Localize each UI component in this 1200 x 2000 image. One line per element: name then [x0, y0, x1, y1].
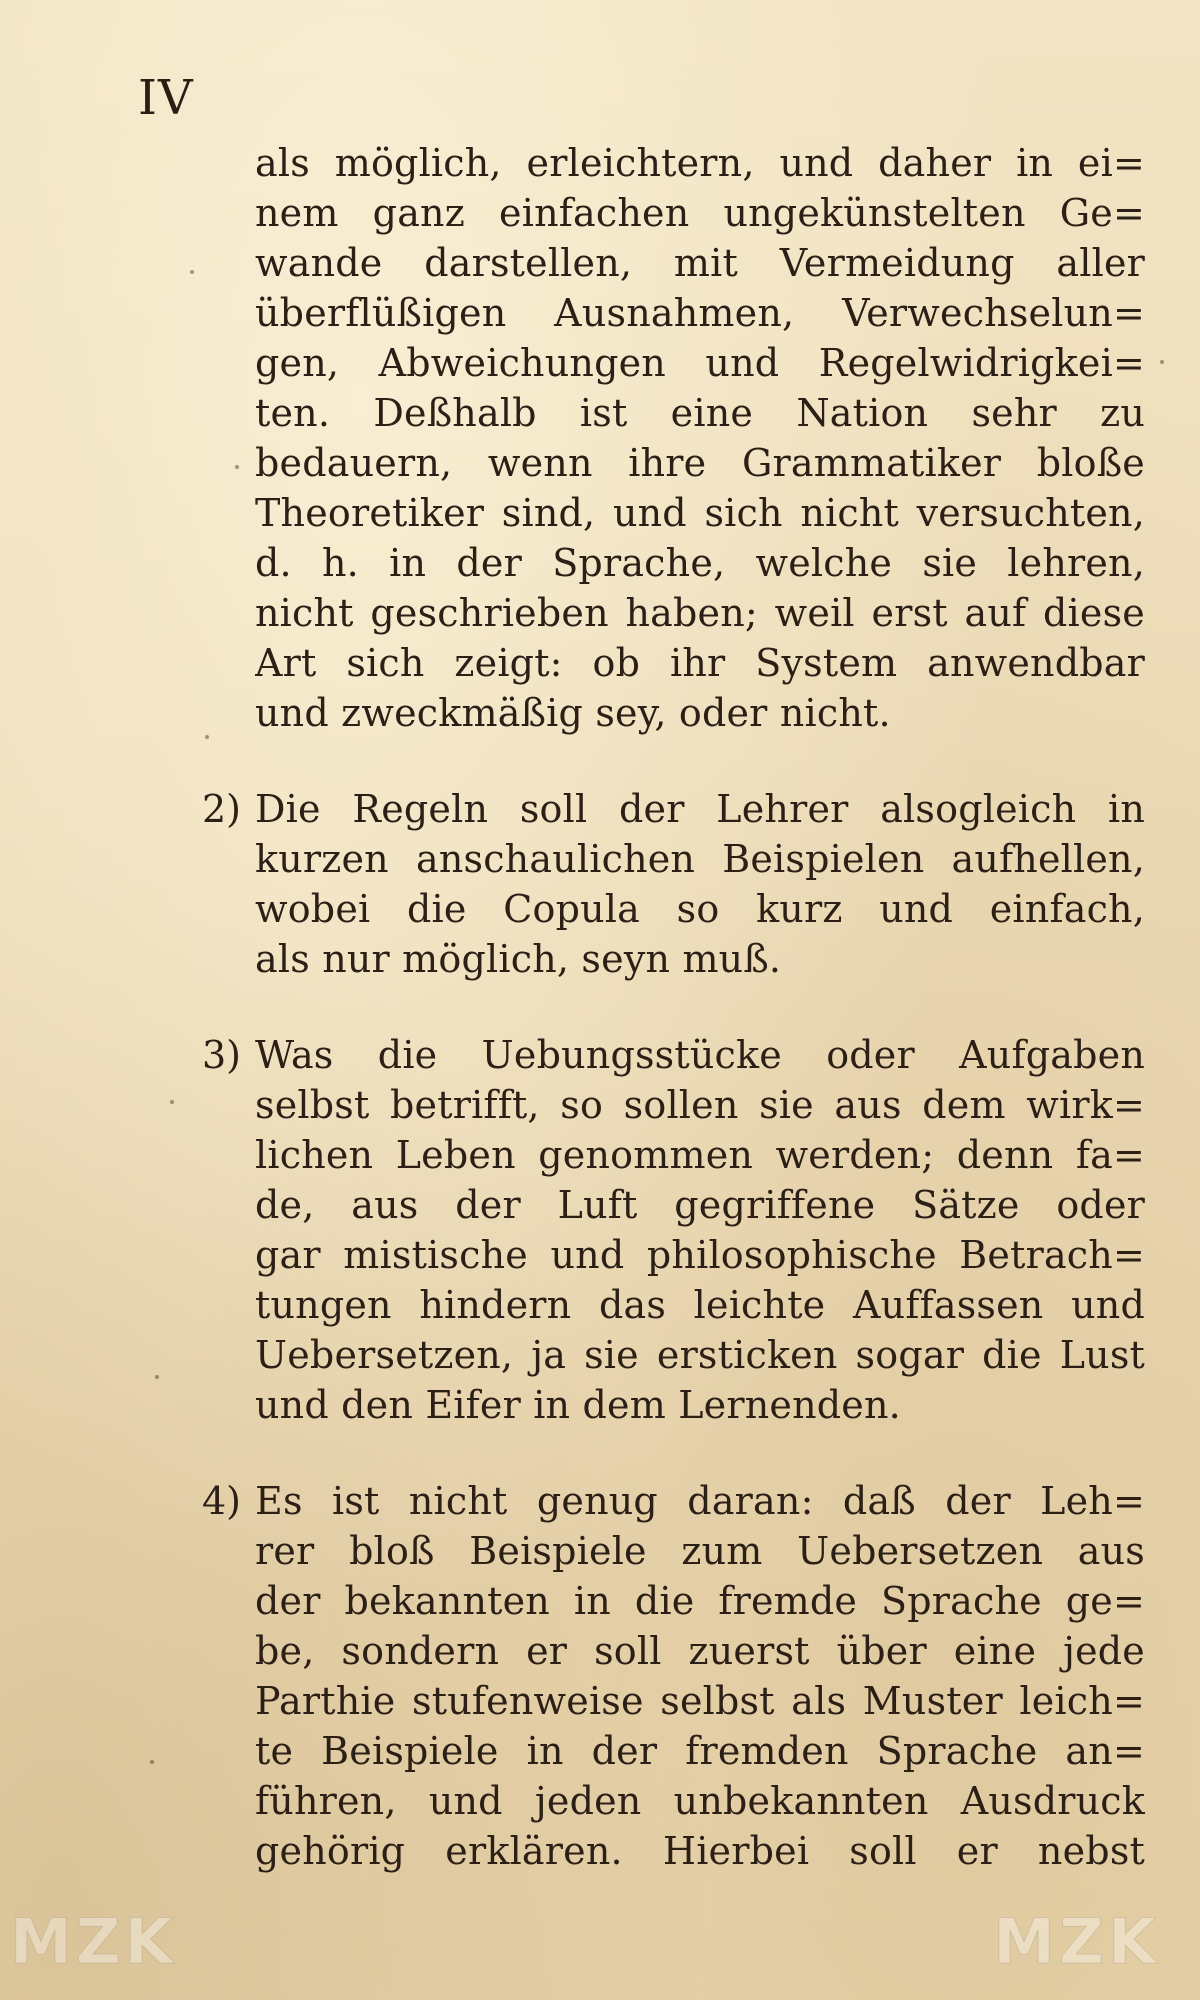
item-number: 4) — [202, 1479, 242, 1523]
item-number: 2) — [202, 787, 242, 831]
paragraph-gap — [255, 738, 1145, 784]
paper-speck — [190, 270, 194, 274]
text-line: Es ist nicht genug daran: daß der Leh= — [255, 1479, 1145, 1523]
paper-speck — [1160, 360, 1164, 364]
text-line: Theoretiker sind, und sich nicht versuchten, — [255, 491, 1145, 535]
text-line: selbst betrifft, so sollen sie aus dem wirk= — [255, 1083, 1145, 1127]
paper-speck — [150, 1760, 154, 1764]
library-watermark: MZK — [10, 1905, 177, 1978]
library-watermark: MZK — [993, 1905, 1160, 1978]
text-line: überflüßigen Ausnahmen, Verwechselun= — [255, 291, 1145, 335]
text-line: und zweckmäßig sey, oder nicht. — [255, 691, 891, 735]
paper-speck — [155, 1375, 159, 1379]
numbered-paragraph-4 — [202, 1476, 1145, 1876]
text-line: führen, und jeden unbekannten Ausdruck — [255, 1779, 1145, 1823]
text-line: Art sich zeigt: ob ihr System anwendbar — [255, 641, 1145, 685]
text-line: Parthie stufenweise selbst als Muster leich= — [255, 1679, 1145, 1723]
paragraph-gap — [255, 1430, 1145, 1476]
text-line: de, aus der Luft gegriffene Sätze oder — [255, 1183, 1145, 1227]
text-line: be, sondern er soll zuerst über eine jede — [255, 1629, 1145, 1673]
numbered-paragraph-2 — [202, 784, 1145, 984]
numbered-paragraph-3 — [202, 1030, 1145, 1430]
text-line: nicht geschrieben haben; weil erst auf diese — [255, 591, 1145, 635]
text-line: lichen Leben genommen werden; denn fa= — [255, 1133, 1145, 1177]
text-line: Uebersetzen, ja sie ersticken sogar die Lust — [255, 1333, 1145, 1377]
text-line: der bekannten in die fremde Sprache ge= — [255, 1579, 1145, 1623]
text-line: gar mistische und philosophische Betrach= — [255, 1233, 1145, 1277]
text-line: d. h. in der Sprache, welche sie lehren, — [255, 541, 1145, 585]
text-line: rer bloß Beispiele zum Uebersetzen aus — [255, 1529, 1145, 1573]
text-line: als möglich, erleichtern, und daher in ei= — [255, 141, 1145, 185]
text-line: als nur möglich, seyn muß. — [255, 937, 782, 981]
paragraph-gap — [255, 984, 1145, 1030]
text-line: tungen hindern das leichte Auffassen und — [255, 1283, 1145, 1327]
paper-speck — [235, 465, 239, 469]
text-line: nem ganz einfachen ungekünstelten Ge= — [255, 191, 1145, 235]
body-text — [202, 138, 1145, 1876]
text-line: kurzen anschaulichen Beispielen aufhellen, — [255, 837, 1145, 881]
text-line: und den Eifer in dem Lernenden. — [255, 1383, 901, 1427]
text-line: Was die Uebungsstücke oder Aufgaben — [255, 1033, 1145, 1077]
paragraph-continuation — [255, 138, 1145, 738]
text-line: wande darstellen, mit Vermeidung aller — [255, 241, 1145, 285]
text-line: wobei die Copula so kurz und einfach, — [255, 887, 1145, 931]
paper-speck — [170, 1100, 174, 1104]
text-line: Die Regeln soll der Lehrer alsogleich in — [255, 787, 1145, 831]
text-line: ten. Deßhalb ist eine Nation sehr zu — [255, 391, 1145, 435]
text-line: te Beispiele in der fremden Sprache an= — [255, 1729, 1145, 1773]
page-number: IV — [138, 70, 194, 126]
text-line: bedauern, wenn ihre Grammatiker bloße — [255, 441, 1145, 485]
text-line: gehörig erklären. Hierbei soll er nebst — [255, 1829, 1145, 1873]
text-line: gen, Abweichungen und Regelwidrigkei= — [255, 341, 1145, 385]
item-number: 3) — [202, 1033, 242, 1077]
paper-speck — [205, 735, 209, 739]
